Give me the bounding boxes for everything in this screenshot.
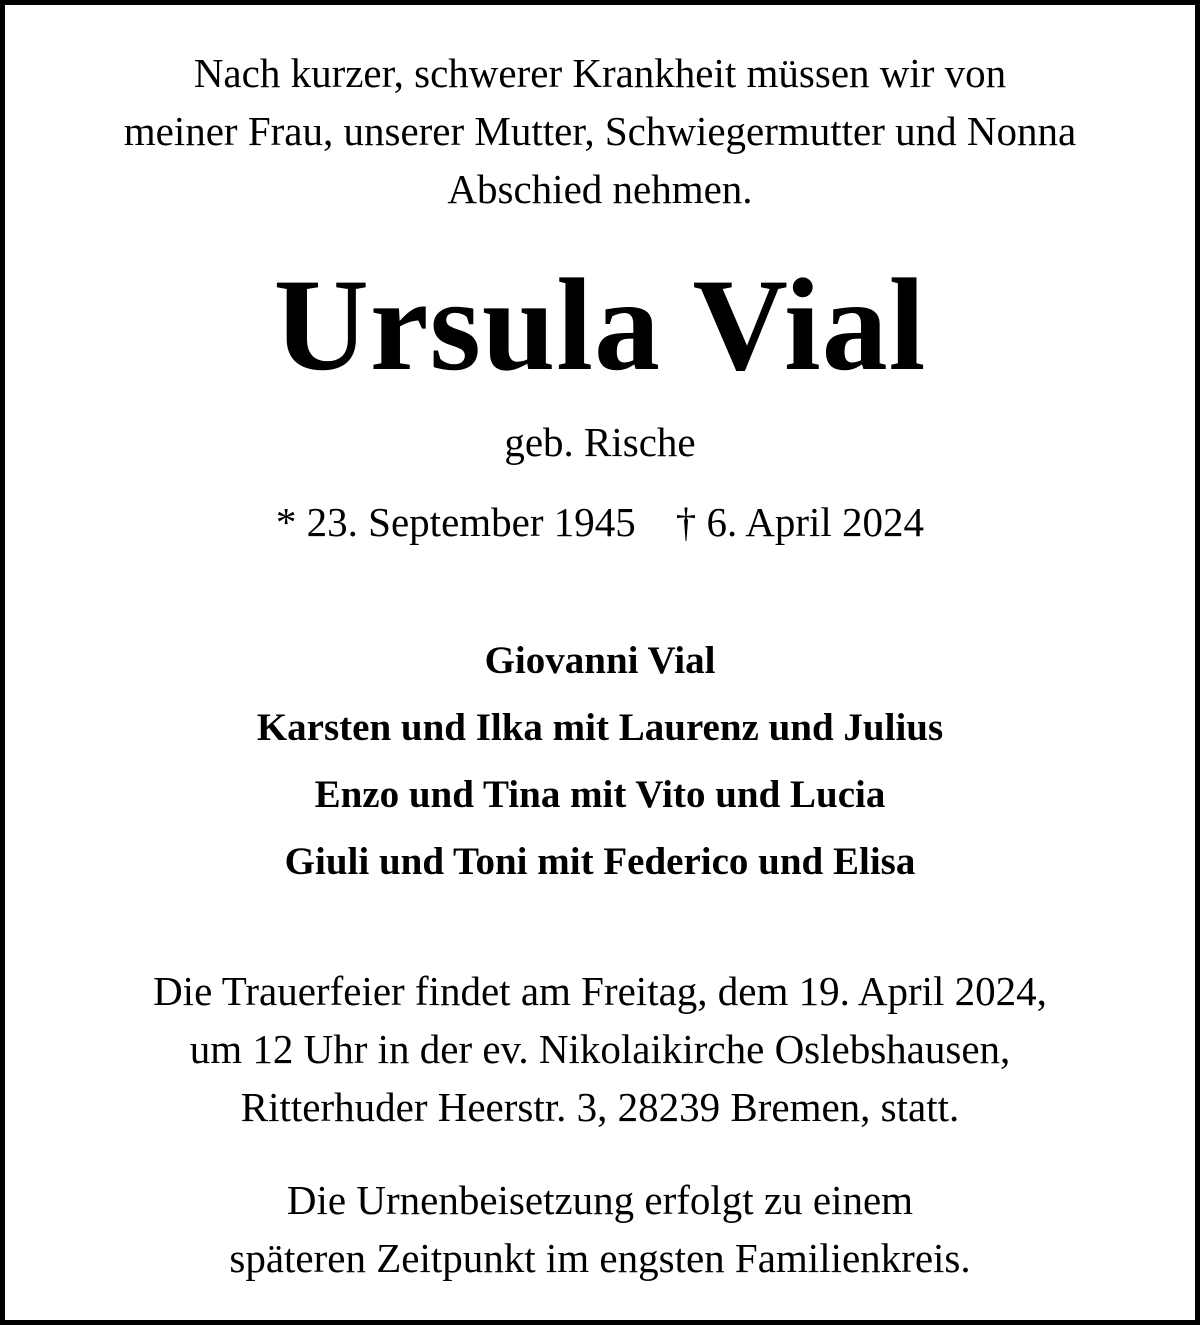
service-line: Ritterhuder Heerstr. 3, 28239 Bremen, statt. (240, 1084, 960, 1130)
mourners-list (0, 627, 1200, 895)
deceased-name: Ursula Vial (273, 251, 927, 398)
mourner-line: Karsten und Ilka mit Laurenz und Julius (256, 706, 944, 749)
mourner-line: Giovanni Vial (484, 639, 716, 682)
death-date: † 6. April 2024 (675, 499, 925, 545)
birth-date: * 23. September 1945 (275, 499, 636, 545)
intro-text (0, 44, 1200, 218)
mourner-line: Enzo und Tina mit Vito und Lucia (314, 773, 886, 816)
burial-info (0, 1171, 1200, 1287)
service-info (0, 962, 1200, 1136)
maiden-name: geb. Rische (504, 419, 696, 465)
service-line: Die Trauerfeier findet am Freitag, dem 19. April 2024, (153, 968, 1047, 1014)
burial-line: späteren Zeitpunkt im engsten Familienkreis. (229, 1235, 971, 1281)
burial-line: Die Urnenbeisetzung erfolgt zu einem (286, 1177, 914, 1223)
intro-line: meiner Frau, unserer Mutter, Schwiegermutter und Nonna (123, 108, 1077, 154)
life-dates (0, 494, 1200, 550)
intro-line: Abschied nehmen. (447, 166, 753, 212)
service-line: um 12 Uhr in der ev. Nikolaikirche Oslebshausen, (189, 1026, 1011, 1072)
mourner-line: Giuli und Toni mit Federico und Elisa (284, 840, 916, 883)
intro-line: Nach kurzer, schwerer Krankheit müssen wir von (193, 50, 1007, 96)
